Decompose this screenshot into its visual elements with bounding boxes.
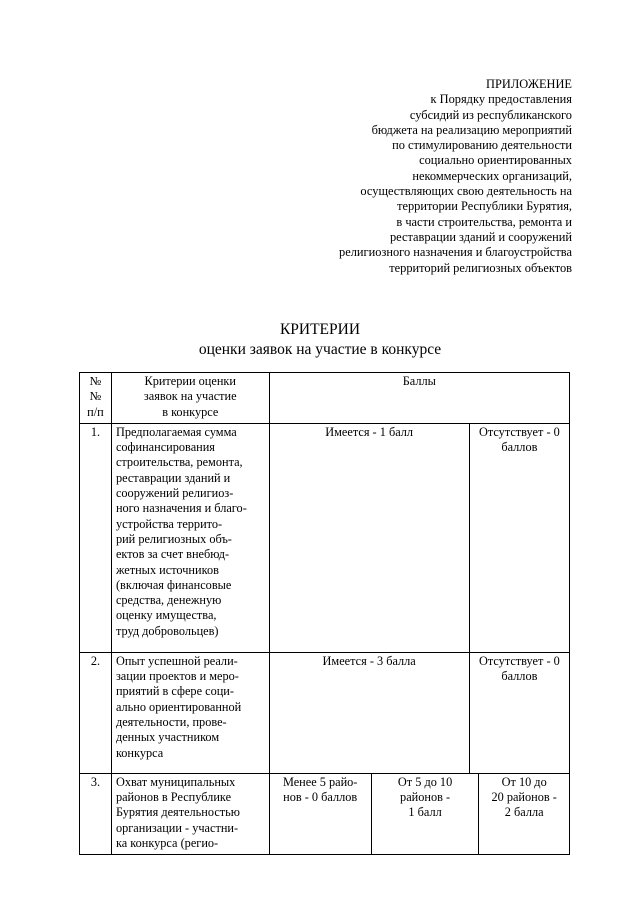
document-subtitle: оценки заявок на участие в конкурсе <box>198 341 442 358</box>
score-cell: Отсутствует - 0 баллов <box>469 652 569 773</box>
appendix-line: религиозного назначения и благоустройства <box>339 245 572 260</box>
appendix-line: в части строительства, ремонта и <box>396 214 572 229</box>
table-header-row <box>80 373 570 424</box>
appendix-line: ПРИЛОЖЕНИЕ <box>486 77 572 91</box>
score-cell: От 10 до 20 районов - 2 балла <box>479 773 570 854</box>
score-cell: Отсутствует - 0 баллов <box>469 423 569 652</box>
header-points: Баллы <box>269 373 569 424</box>
appendix-line: реставрации зданий и сооружений <box>389 229 572 244</box>
row-criterion: Опыт успешной реали- зации проектов и меро- приятий в сфере соци- ально ориентированной деятельности, прове- денных участником конкурса <box>111 652 269 773</box>
appendix-line: осуществляющих свою деятельность на <box>360 184 572 199</box>
header-criteria: Критерии оценки заявок на участие в конкурсе <box>111 373 269 424</box>
document-title: КРИТЕРИИ <box>279 321 361 338</box>
appendix-line: субсидий из республиканского <box>409 107 572 122</box>
row-criterion: Предполагаемая сумма софинансирования строительства, ремонта, реставрации зданий и сооружений религиоз- ного назначения и благо- устройства террито- рий религиозных объ- ектов за счет внебюд- жетных источников (включая финансовые средства, денежную оценку имущества, труд добровольцев) <box>111 423 269 652</box>
score-cell: Имеется - 3 балла <box>269 652 469 773</box>
score-cell: От 5 до 10 районов - 1 балл <box>371 773 479 854</box>
appendix-line: некоммерческих организаций, <box>412 168 572 183</box>
appendix-line: по стимулированию деятельности <box>392 138 572 153</box>
table-row <box>80 773 570 854</box>
header-num: №№ п/п <box>80 373 112 424</box>
score-cell: Менее 5 райо- нов - 0 баллов <box>269 773 371 854</box>
row-num: 2. <box>80 652 112 773</box>
appendix-line: к Порядку предоставления <box>430 92 572 107</box>
row-num: 1. <box>80 423 112 652</box>
row-criterion: Охват муниципальных районов в Республике Бурятия деятельностью организации - участни- ка конкурса (регио- <box>111 773 269 854</box>
score-cell: Имеется - 1 балл <box>269 423 469 652</box>
appendix-line: бюджета на реализацию мероприятий <box>371 122 572 137</box>
appendix-line: территории Республики Бурятия, <box>397 199 572 214</box>
table-row <box>80 652 570 773</box>
appendix-line: территорий религиозных объектов <box>389 260 572 275</box>
appendix-header <box>272 77 572 276</box>
criteria-table <box>79 372 570 855</box>
row-num: 3. <box>80 773 112 854</box>
appendix-line: социально ориентированных <box>419 153 572 168</box>
table-row <box>80 423 570 652</box>
